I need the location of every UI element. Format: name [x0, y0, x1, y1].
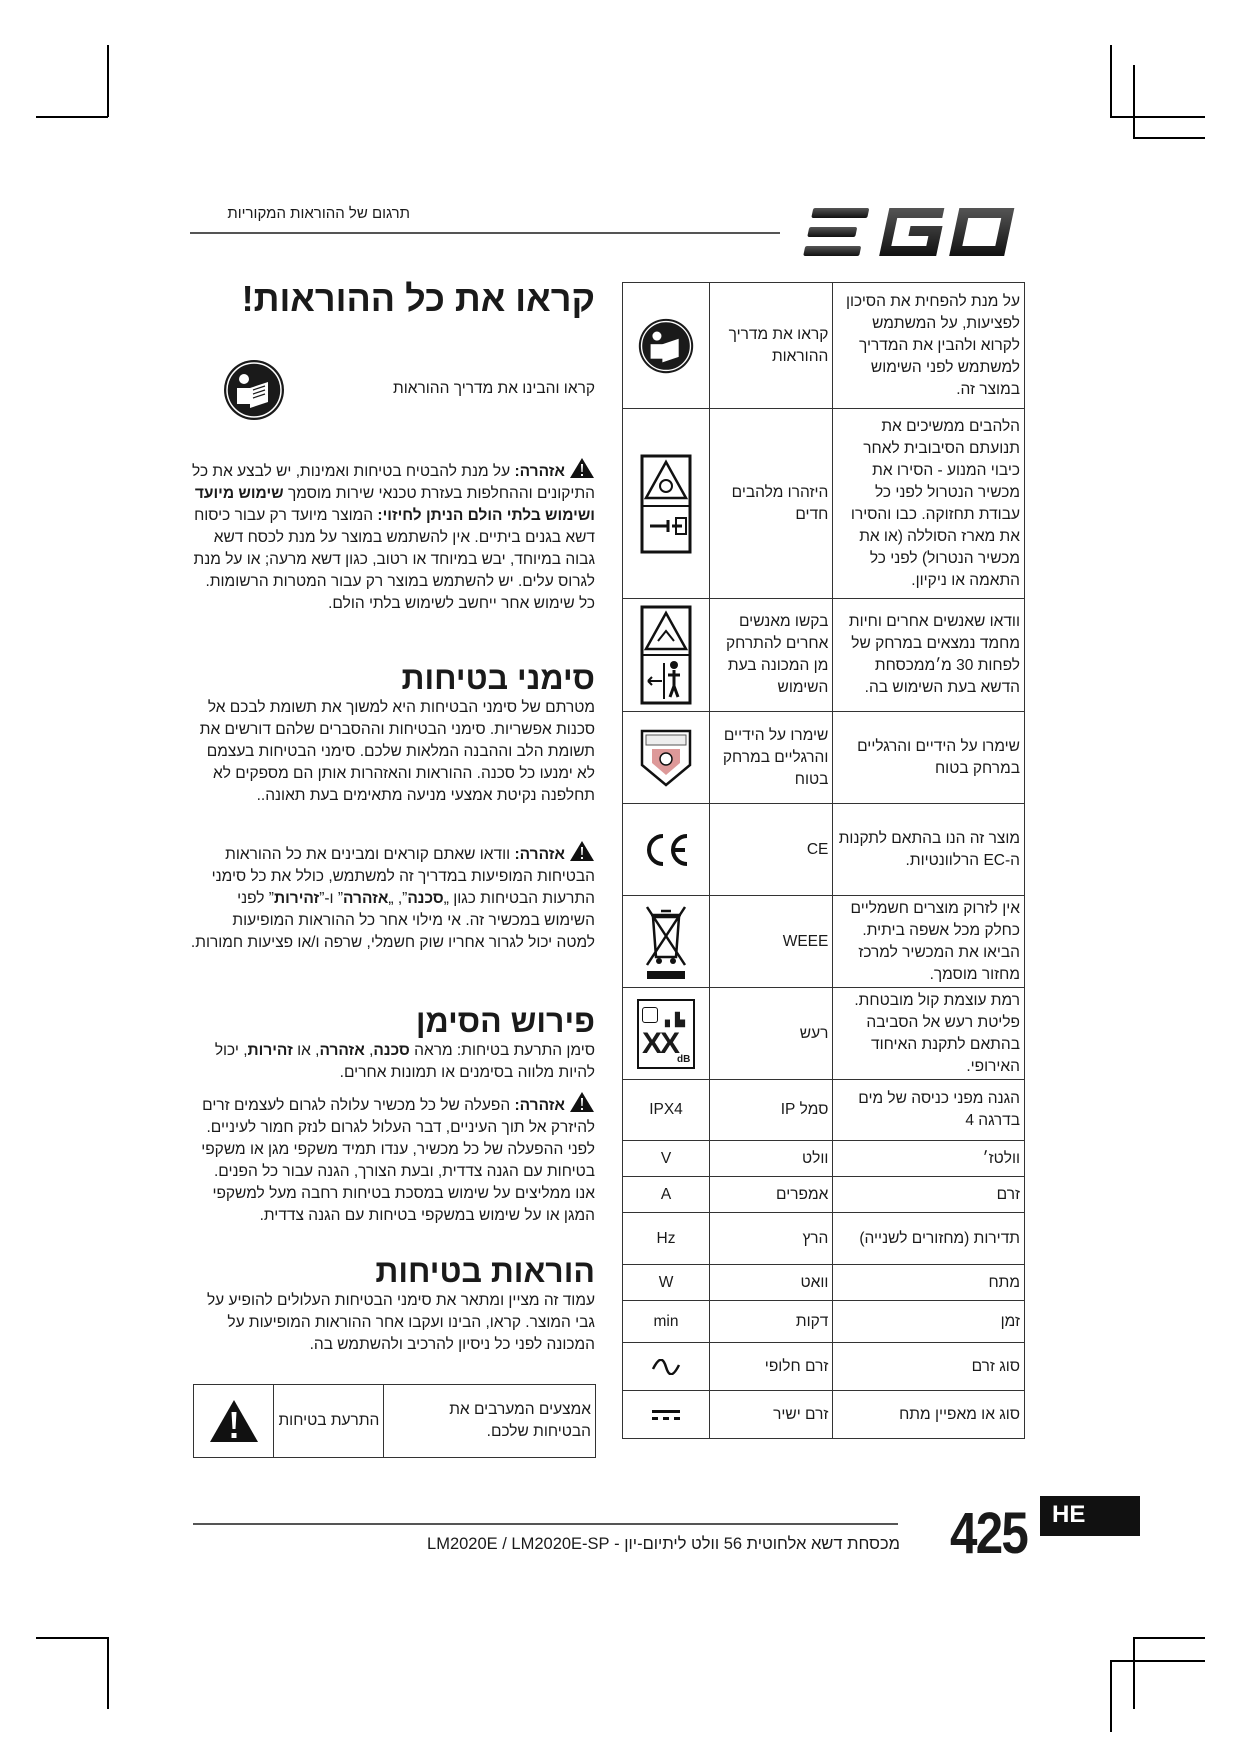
- table-row: [623, 283, 1025, 409]
- table-row: [623, 804, 1025, 896]
- warning-text: על מנת להבטיח בטיחות ואמינות, יש לבצע את כל התיקונים וההחלפות בעזרת טכנאי שירות מוסמך: [192, 463, 595, 502]
- symbol-description: אין לזרוק מוצרים חשמליים כחלק מכל אשפה ביתית. הביאו את המכשיר למרכז מחזור מוסמך.: [833, 896, 1025, 988]
- symbol-name: שימרו על הידיים והרגליים במרחק בטוח: [710, 712, 833, 804]
- symbol-name: בקשו מאנשים אחרים להתרחק מן המכונה בעת השימוש: [710, 599, 833, 712]
- sound-icon: [642, 1007, 658, 1023]
- safety-alert-box: [193, 1384, 596, 1458]
- crop-mark: [107, 1637, 109, 1709]
- intended-use-text: המוצר מיועד רק עבור כיסוח דשא בגנים ביתיים. אין להשתמש במוצר על מנת לכסח דשא גבוה במיוחד, יבש במיוחד או רטוב, כגון דשא מרעה; או על מנת לגרוס עלים. יש להשתמש במוצר רק עבור המטרות הרשומות. כל שימוש אחר ייחשב לשימוש בלתי הולם.: [193, 507, 595, 612]
- crop-mark: [1110, 45, 1112, 117]
- symbol-code: IPX4: [623, 1080, 710, 1141]
- crop-mark: [1110, 1660, 1205, 1662]
- separator: ”, „: [388, 890, 408, 907]
- crop-mark: [1133, 65, 1135, 137]
- warning-triangle-icon: [569, 457, 595, 479]
- caution-word: זהירות: [273, 890, 320, 907]
- read-manual-icon: [637, 317, 695, 375]
- symbol-name: זרם חלופי: [710, 1343, 833, 1391]
- header-title: תרגום של ההוראות המקוריות: [227, 205, 410, 222]
- crop-mark: [1133, 1637, 1205, 1639]
- symbol-name: זרם ישיר: [710, 1391, 833, 1439]
- table-row: [623, 1265, 1025, 1301]
- symbol-description: מוצר זה הנו בהתאם לתקנות ה-EC הרלוונטיות.: [833, 804, 1025, 896]
- symbol-description: סוג או מאפיין מתח: [833, 1391, 1025, 1439]
- read-all-caption-wrap: [190, 378, 595, 400]
- caution-word: זהירות: [247, 1042, 293, 1059]
- header-divider: [190, 232, 780, 234]
- symbol-description: על מנת להפחית את הסיכון לפציעות, על המשתמש לקרוא ולהבין את המדריך למשתמש לפני השימוש במוצר זה.: [833, 283, 1025, 409]
- crop-mark: [36, 1637, 108, 1639]
- symbol-description: סוג זרם: [833, 1343, 1025, 1391]
- warning-text: וודאו שאתם קוראים ומבינים את כל ההוראות הבטיחות המופיעות במדריך זה למשתמש, כולל את כל סימני התרעות הבטיחות כגון „: [211, 846, 595, 907]
- symbol-name: WEEE: [710, 896, 833, 988]
- mower-glyph: ▙▖: [665, 1011, 686, 1027]
- table-row: [623, 1301, 1025, 1343]
- symbol-description: הלהבים ממשיכים את תנועתם הסיבובית לאחר כיבוי המנוע - הסירו את מכשיר הנטרול לפני כל עבודת תחזוקה. כבו והסירו את מארז הסוללה (או את מכשיר הנטרול) לפני כל התאמה או ניקיון.: [833, 409, 1025, 599]
- read-all-heading: קראו את כל ההוראות!: [241, 278, 595, 319]
- table-row: [623, 1141, 1025, 1177]
- crop-mark: [1110, 116, 1205, 118]
- symbol-code: W: [623, 1265, 710, 1301]
- keep-bystanders-away-icon: [640, 605, 692, 705]
- symbol-description: תדירות (מחזורים לשנייה): [833, 1213, 1025, 1265]
- noise-level-icon: [623, 988, 710, 1080]
- table-row: [623, 1080, 1025, 1141]
- language-tab-label: HE: [1052, 1501, 1086, 1528]
- symbol-description: שימרו על הידיים והרגליים במרחק בטוח: [833, 712, 1025, 804]
- symbol-table: [622, 282, 1025, 1439]
- symbol-name: רעש: [710, 988, 833, 1080]
- page-number: 425: [950, 1501, 1028, 1566]
- alternating-current-icon: [651, 1359, 681, 1375]
- safety-symbols-heading: סימני בטיחות: [401, 660, 595, 696]
- separator: ” ו-”: [319, 890, 344, 907]
- safety-instructions-text: עמוד זה מציין ומתאר את סימני הבטיחות העלולים להופיע על גבי המוצר. קראו, הבינו ועקבו אחר ההוראות המופיעות על המכונה לפני כל ניסיון להרכיב ולהשתמש בה.: [206, 1292, 595, 1353]
- symbol-description: מתח: [833, 1265, 1025, 1301]
- table-row: [623, 1213, 1025, 1265]
- footer-text: מכסחת דשא אלחוטית 56 וולט ליתיום-יון - LM2020E / LM2020E-SP: [427, 1535, 900, 1553]
- crop-mark: [36, 116, 108, 118]
- symbol-name: סמל IP: [710, 1080, 833, 1141]
- warning-label: אזהרה:: [514, 846, 565, 863]
- safety-instructions-section: [190, 1253, 595, 1356]
- crop-mark: [1133, 1637, 1135, 1709]
- safety-alert-description: אמצעים המערבים את הבטיחות שלכם.: [384, 1385, 596, 1458]
- symbol-description: זרם: [833, 1177, 1025, 1213]
- safety-symbols-section: [190, 660, 595, 807]
- warning-word: אזהרה: [343, 890, 389, 907]
- warning-word: אזהרה: [319, 1042, 365, 1059]
- symbol-code: Hz: [623, 1213, 710, 1265]
- warning-text: ” לפני השימוש במכשיר זה. אי מילוי אחר כל ההוראות המופיעות למטה יכול לגרור אחריו שוק חשמלי, שרפה ו/או פציעות חמורות.: [190, 890, 595, 951]
- read-all-caption: קראו והבינו את מדריך ההוראות: [393, 380, 595, 397]
- ego-logo-icon: [800, 205, 1018, 260]
- symbol-meaning-section: [190, 1003, 595, 1084]
- table-row: [623, 712, 1025, 804]
- symbol-code: min: [623, 1301, 710, 1343]
- ce-mark-icon: [641, 830, 691, 870]
- table-row: [623, 988, 1025, 1080]
- warning-triangle-icon: [569, 840, 595, 862]
- table-row: [623, 1343, 1025, 1391]
- table-row: [623, 409, 1025, 599]
- crop-mark: [107, 45, 109, 117]
- symbol-description: וודאו שאנשים אחרים וחיות מחמד נמצאים במרחק של לפחות 30 מ׳ממכסחת הדשא בעת השימוש בה.: [833, 599, 1025, 712]
- symbol-code: V: [623, 1141, 710, 1177]
- symbol-name: הרץ: [710, 1213, 833, 1265]
- noise-level-value: XX: [642, 1026, 679, 1060]
- symbol-description: הגנה מפני כניסה של מים בדרגה 4: [833, 1080, 1025, 1141]
- separator: ,: [364, 1042, 374, 1059]
- symbol-name: וואט: [710, 1265, 833, 1301]
- table-row: [623, 599, 1025, 712]
- symbol-meaning-text: סימן התרעת בטיחות: מראה: [409, 1042, 595, 1059]
- warning-text: הפעלה של כל מכשיר עלולה לגרום לעצמים זרים להיזרק אל תוך העיניים, דבר העלול לגרום לנזק חמור לעיניים. לפני ההפעלה של כל מכשיר, ענדו תמיד משקפי מגן או משקפי בטיחות עם הגנה צדדית, ובעת הצורך, הגנה עבור כל הפנים. אנו ממליצים על שימוש במסכת בטיחות רחבה מעל למשקפי המגן או על שימוש במשקפי בטיחות עם הגנה צדדית.: [201, 1097, 595, 1224]
- safety-alert-name: התרעת בטיחות: [274, 1385, 384, 1458]
- symbol-description: זמן: [833, 1301, 1025, 1343]
- weee-bin-icon: [641, 903, 691, 981]
- warning-label: אזהרה:: [514, 463, 565, 480]
- warning-triangle-icon: [569, 1091, 595, 1113]
- warning-2: [190, 840, 595, 954]
- symbol-name: קראו את מדריך ההוראות: [710, 283, 833, 409]
- symbol-description: רמת עוצמת קול מובטחת. פליטת רעש אל הסביבה בהתאם לתקנת האיחוד האירופי.: [833, 988, 1025, 1080]
- language-tab: [1040, 1496, 1140, 1536]
- separator: , או: [292, 1042, 320, 1059]
- table-row: [623, 896, 1025, 988]
- symbol-code: A: [623, 1177, 710, 1213]
- danger-word: סכנה: [407, 890, 444, 907]
- table-row: [623, 1391, 1025, 1439]
- danger-word: סכנה: [373, 1042, 410, 1059]
- warning-triangle-icon: [208, 1398, 260, 1444]
- read-all-section: [190, 278, 595, 320]
- symbol-name: אמפרים: [710, 1177, 833, 1213]
- symbol-name: וולט: [710, 1141, 833, 1177]
- direct-current-icon: [650, 1408, 682, 1422]
- safety-instructions-heading: הוראות בטיחות: [375, 1253, 595, 1289]
- footer-divider: [193, 1523, 898, 1525]
- keep-hands-feet-away-icon: [638, 727, 694, 789]
- warning-label: אזהרה:: [514, 1097, 565, 1114]
- intended-use-label: שימוש מיועד ושימוש בלתי הולם הניתן לחיזוי:: [194, 485, 595, 524]
- warning-3: [190, 1091, 595, 1227]
- crop-mark: [1133, 137, 1205, 139]
- symbol-meaning-heading: פירוש הסימן: [415, 1003, 595, 1039]
- sharp-blades-icon: [640, 454, 692, 554]
- crop-mark: [1110, 1660, 1112, 1732]
- symbol-name: CE: [710, 804, 833, 896]
- noise-level-unit: dB: [677, 1053, 691, 1065]
- safety-symbols-text: מטרתם של סימני הבטיחות היא למשוך את תשומת לבכם אל סכנות אפשריות. סימני הבטיחות וההסברים שלהם דורשים את תשומת הלב וההבנה המלאות שלכם. סימני הבטיחות בעצמם לא ימנעו כל סכנה. ההוראות והאזהרות אותן הם מספקים לא תחלפנה נקיטת אמצעי מניעה מתאימים בעת תאונה..: [199, 699, 595, 804]
- warning-1: [190, 457, 595, 615]
- symbol-name: דקות: [710, 1301, 833, 1343]
- symbol-meaning-text: , יכול להיות מלווה בסימנים או תמונות אחרים.: [214, 1042, 595, 1081]
- table-row: [623, 1177, 1025, 1213]
- symbol-name: היזהרו מלהבים חדים: [710, 409, 833, 599]
- symbol-description: וולטז׳: [833, 1141, 1025, 1177]
